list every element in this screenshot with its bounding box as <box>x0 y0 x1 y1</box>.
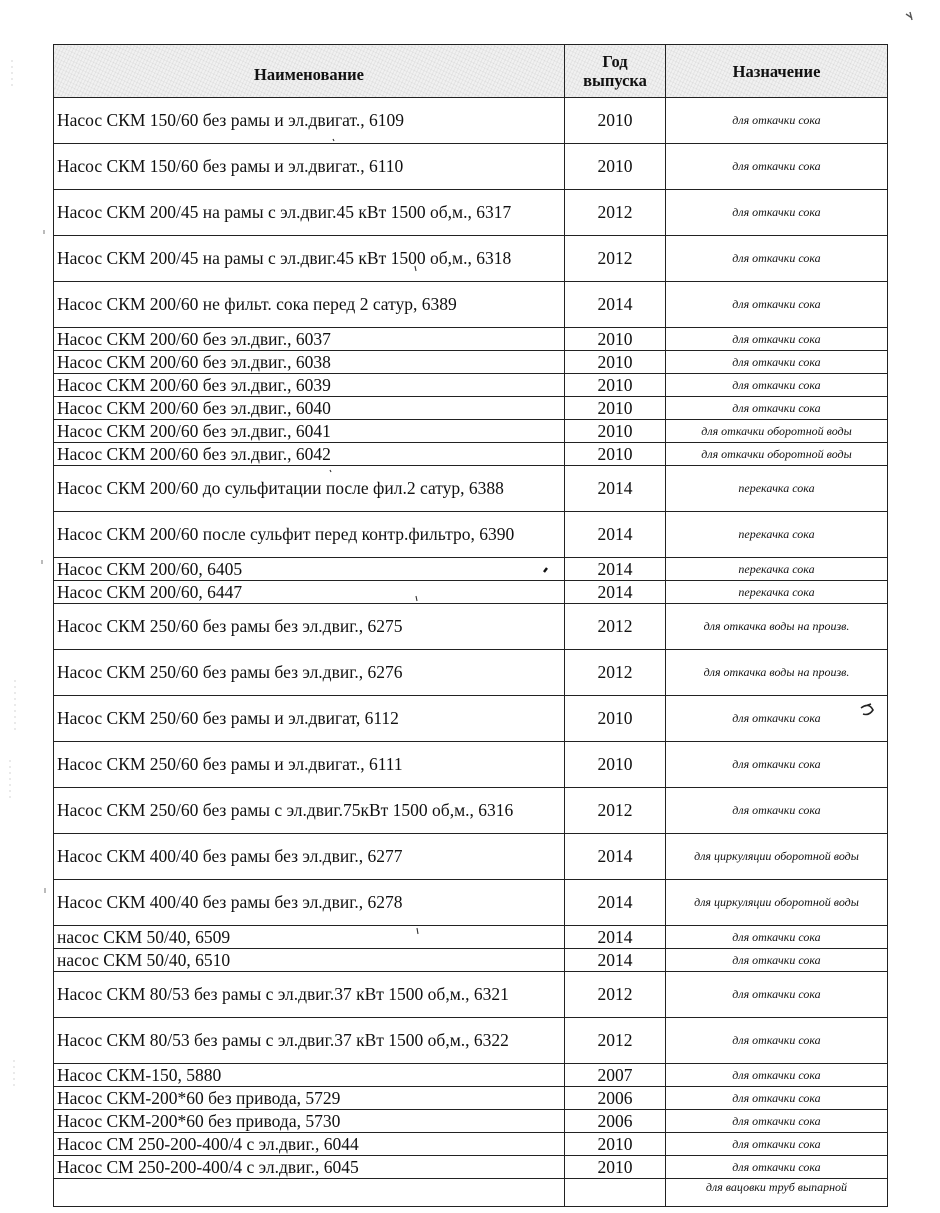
cell-year: 2014 <box>565 512 666 558</box>
cell-year: 2012 <box>565 1018 666 1064</box>
cell-purpose: для откачки сока <box>666 949 888 972</box>
cell-purpose: для откачки сока <box>666 374 888 397</box>
table-row <box>54 351 888 374</box>
cell-name: Насос СКМ 150/60 без рамы и эл.двигат., 6109 <box>54 98 565 144</box>
cell-purpose: для откачки сока <box>666 926 888 949</box>
column-header-year <box>565 45 666 98</box>
table-row <box>54 558 888 581</box>
cell-name: Насос СКМ-200*60 без привода, 5730 <box>54 1110 565 1133</box>
cell-purpose: для откачки оборотной воды <box>666 420 888 443</box>
cell-year: 2010 <box>565 351 666 374</box>
cell-name: Насос СКМ 200/60 не фильт. сока перед 2 сатур, 6389 <box>54 282 565 328</box>
cell-purpose: для откачки сока <box>666 190 888 236</box>
cell-purpose: для откачки сока <box>666 1064 888 1087</box>
cell-year: 2012 <box>565 604 666 650</box>
cell-purpose: перекачка сока <box>666 512 888 558</box>
cell-year: 2014 <box>565 558 666 581</box>
cell-name: Насос СКМ 200/45 на рамы с эл.двиг.45 кВт 1500 об,м., 6318 <box>54 236 565 282</box>
table-row <box>54 1156 888 1179</box>
cell-year: 2014 <box>565 581 666 604</box>
cell-year: 2012 <box>565 788 666 834</box>
table-body <box>54 98 888 1207</box>
scan-mark-1 <box>906 12 912 20</box>
cell-year: 2010 <box>565 1133 666 1156</box>
table-row <box>54 1110 888 1133</box>
cell-purpose: для откачки сока <box>666 972 888 1018</box>
cell-purpose: для откачки сока <box>666 282 888 328</box>
cell-name: Насос СКМ 80/53 без рамы с эл.двиг.37 кВт 1500 об,м., 6321 <box>54 972 565 1018</box>
cell-purpose: для откачки сока <box>666 696 888 742</box>
table-row <box>54 1179 888 1207</box>
cell-year: 2010 <box>565 328 666 351</box>
cell-year: 2014 <box>565 466 666 512</box>
table-row <box>54 236 888 282</box>
table-row <box>54 98 888 144</box>
table-row <box>54 1087 888 1110</box>
cell-purpose: перекачка сока <box>666 581 888 604</box>
cell-purpose: для откачки сока <box>666 328 888 351</box>
cell-purpose: перекачка сока <box>666 466 888 512</box>
cell-name: насос СКМ 50/40, 6509 <box>54 926 565 949</box>
table-row <box>54 581 888 604</box>
table-row <box>54 880 888 926</box>
column-header-purpose: Назначение <box>666 45 888 98</box>
table-row <box>54 650 888 696</box>
scan-mark-6 <box>10 60 15 1090</box>
cell-name: Насос СКМ 200/60 без эл.двиг., 6039 <box>54 374 565 397</box>
cell-purpose: для откачки сока <box>666 1156 888 1179</box>
cell-year: 2010 <box>565 374 666 397</box>
column-header-year-line2: выпуска <box>583 71 647 90</box>
cell-name: насос СКМ 50/40, 6510 <box>54 949 565 972</box>
cell-year: 2014 <box>565 834 666 880</box>
cell-year: 2010 <box>565 420 666 443</box>
table-row <box>54 926 888 949</box>
table-row <box>54 834 888 880</box>
cell-name: Насос СКМ 250/60 без рамы без эл.двиг., 6275 <box>54 604 565 650</box>
cell-name: Насос СКМ 200/60, 6447 <box>54 581 565 604</box>
cell-purpose: для циркуляции оборотной воды <box>666 834 888 880</box>
cell-name: Насос СКМ 400/40 без рамы без эл.двиг., 6278 <box>54 880 565 926</box>
cell-year: 2012 <box>565 972 666 1018</box>
table-row <box>54 420 888 443</box>
cell-purpose: для вацовки труб выпарной <box>666 1179 888 1207</box>
scan-header-mark <box>420 10 530 22</box>
cell-year: 2010 <box>565 696 666 742</box>
cell-purpose: для откачки сока <box>666 236 888 282</box>
cell-year: 2006 <box>565 1087 666 1110</box>
cell-purpose: для откачка воды на произв. <box>666 650 888 696</box>
cell-name: Насос СМ 250-200-400/4 с эл.двиг., 6045 <box>54 1156 565 1179</box>
cell-purpose: для циркуляции оборотной воды <box>666 880 888 926</box>
table-row <box>54 604 888 650</box>
equipment-table <box>53 44 888 1207</box>
cell-purpose: для откачки оборотной воды <box>666 443 888 466</box>
cell-purpose: для откачки сока <box>666 351 888 374</box>
table-row <box>54 190 888 236</box>
table-row <box>54 742 888 788</box>
cell-name: Насос СКМ 200/60 после сульфит перед контр.фильтро, 6390 <box>54 512 565 558</box>
table-row <box>54 328 888 351</box>
cell-name: Насос СКМ 150/60 без рамы и эл.двигат., 6110 <box>54 144 565 190</box>
cell-purpose: для откачка воды на произв. <box>666 604 888 650</box>
cell-year: 2012 <box>565 650 666 696</box>
table-row <box>54 696 888 742</box>
table-row <box>54 374 888 397</box>
equipment-table-container <box>53 44 888 1207</box>
cell-purpose: перекачка сока <box>666 558 888 581</box>
cell-year: 2012 <box>565 190 666 236</box>
cell-year: 2010 <box>565 98 666 144</box>
cell-name: Насос СКМ 250/60 без рамы и эл.двигат., 6111 <box>54 742 565 788</box>
cell-name: Насос СКМ 200/45 на рамы с эл.двиг.45 кВт 1500 об,м., 6317 <box>54 190 565 236</box>
table-row <box>54 1133 888 1156</box>
cell-year: 2014 <box>565 949 666 972</box>
cell-year: 2014 <box>565 282 666 328</box>
table-row <box>54 1064 888 1087</box>
table-row <box>54 949 888 972</box>
cell-year: 2010 <box>565 144 666 190</box>
table-row <box>54 282 888 328</box>
cell-name: Насос СКМ 200/60 до сульфитации после фил.2 сатур, 6388 <box>54 466 565 512</box>
cell-name: Насос СКМ 200/60 без эл.двиг., 6037 <box>54 328 565 351</box>
cell-name: Насос СКМ 200/60 без эл.двиг., 6041 <box>54 420 565 443</box>
cell-purpose: для откачки сока <box>666 144 888 190</box>
table-row <box>54 972 888 1018</box>
table-row <box>54 1018 888 1064</box>
cell-name: Насос СКМ-150, 5880 <box>54 1064 565 1087</box>
cell-name: Насос СКМ 200/60 без эл.двиг., 6040 <box>54 397 565 420</box>
table-row <box>54 397 888 420</box>
table-header-row <box>54 45 888 98</box>
column-header-name: Наименование <box>54 45 565 98</box>
cell-name <box>54 1179 565 1207</box>
cell-purpose: для откачки сока <box>666 788 888 834</box>
table-row <box>54 512 888 558</box>
cell-name: Насос СКМ 250/60 без рамы с эл.двиг.75кВт 1500 об,м., 6316 <box>54 788 565 834</box>
cell-purpose: для откачки сока <box>666 397 888 420</box>
cell-name: Насос СКМ 200/60 без эл.двиг., 6042 <box>54 443 565 466</box>
cell-name: Насос СКМ 200/60, 6405 <box>54 558 565 581</box>
cell-year: 2014 <box>565 926 666 949</box>
cell-purpose: для откачки сока <box>666 1018 888 1064</box>
table-row <box>54 144 888 190</box>
scan-mark-5 <box>42 230 45 893</box>
cell-name: Насос СМ 250-200-400/4 с эл.двиг., 6044 <box>54 1133 565 1156</box>
cell-year: 2007 <box>565 1064 666 1087</box>
cell-name: Насос СКМ 400/40 без рамы без эл.двиг., 6277 <box>54 834 565 880</box>
cell-purpose: для откачки сока <box>666 742 888 788</box>
table-row <box>54 443 888 466</box>
cell-year: 2014 <box>565 880 666 926</box>
cell-year: 2012 <box>565 236 666 282</box>
table-row <box>54 466 888 512</box>
cell-purpose: для откачки сока <box>666 1110 888 1133</box>
cell-name: Насос СКМ 200/60 без эл.двиг., 6038 <box>54 351 565 374</box>
cell-name: Насос СКМ 250/60 без рамы без эл.двиг., 6276 <box>54 650 565 696</box>
column-header-year-line1: Год <box>602 52 628 71</box>
cell-year: 2010 <box>565 1156 666 1179</box>
cell-purpose: для откачки сока <box>666 1133 888 1156</box>
cell-purpose: для откачки сока <box>666 98 888 144</box>
cell-name: Насос СКМ 250/60 без рамы и эл.двигат, 6112 <box>54 696 565 742</box>
cell-year: 2010 <box>565 443 666 466</box>
table-row <box>54 788 888 834</box>
cell-purpose: для откачки сока <box>666 1087 888 1110</box>
cell-year: 2006 <box>565 1110 666 1133</box>
cell-year: 2010 <box>565 742 666 788</box>
cell-year: 2010 <box>565 397 666 420</box>
cell-name: Насос СКМ-200*60 без привода, 5729 <box>54 1087 565 1110</box>
cell-name: Насос СКМ 80/53 без рамы с эл.двиг.37 кВт 1500 об,м., 6322 <box>54 1018 565 1064</box>
cell-year <box>565 1179 666 1207</box>
